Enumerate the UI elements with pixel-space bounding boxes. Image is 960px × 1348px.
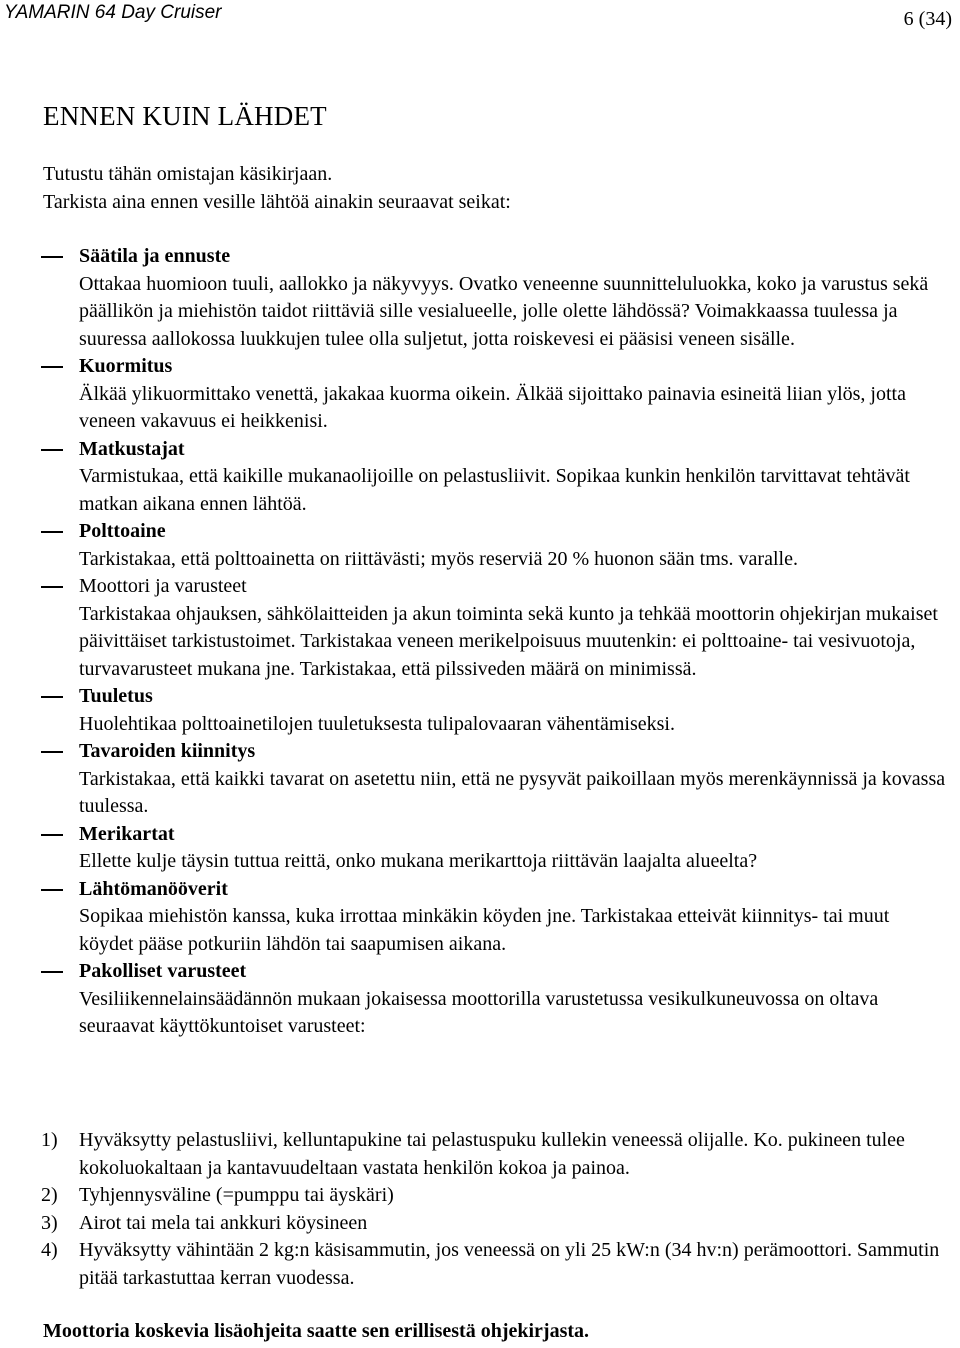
checklist-item	[41, 436, 946, 519]
dash-bullet	[41, 586, 63, 588]
section-body: Huolehtikaa polttoainetilojen tuuletuksesta tulipalovaaran vähentämiseksi.	[79, 712, 675, 735]
section-body: Vesiliikennelainsäädännön mukaan jokaisessa moottorilla varustetussa vesikulkuneuvossa on oltava seuraavat käyttökuntoiset varusteet:	[79, 987, 879, 1037]
section-body: Sopikaa miehistön kanssa, kuka irrottaa minkäkin köyden jne. Tarkistakaa etteivät kiinnitys- tai muut köydet pääse potkuriin lähdön tai saapumisen aikana.	[79, 905, 890, 955]
page-number: 6 (34)	[903, 8, 952, 30]
section-title: Moottori ja varusteet	[79, 575, 247, 597]
list-number: 1)	[41, 1129, 58, 1151]
section-title: Lähtömanööverit	[79, 877, 228, 900]
intro-text	[43, 160, 511, 216]
section-body: Tarkistakaa ohjauksen, sähkölaitteiden ja akun toiminta sekä kunto ja tehkää moottorin ohjekirjan mukaiset päivittäiset tarkistustoimet. Tarkistakaa veneen merikelpoisuus muutenkin: ei polttoaine- tai vesivuotoja, turvavarusteet mukana jne. Tarkistakaa, että pilssiveden määrä on minimissä.	[79, 602, 938, 680]
list-number: 4)	[41, 1239, 58, 1261]
dash-bullet	[41, 366, 63, 368]
checklist-sections	[41, 243, 946, 1041]
list-text: Hyväksytty pelastusliivi, kelluntapukine tai pelastuspuku kullekin veneessä olijalle. Ko. pukineen tulee kokoluokaltaan ja kantavuudeltaan vastata henkilön kokoa ja painoa.	[79, 1129, 905, 1179]
list-item	[41, 1182, 946, 1210]
section-body: Varmistukaa, että kaikille mukanaolijoille on pelastusliivit. Sopikaa kunkin henkilön tarvittavat tehtävät matkan aikana ennen lähtöä.	[79, 465, 910, 515]
list-item	[41, 1127, 946, 1182]
page-title: ENNEN KUIN LÄHDET	[43, 101, 327, 131]
checklist-item	[41, 683, 946, 738]
checklist-item	[41, 573, 946, 683]
dash-bullet	[41, 889, 63, 891]
checklist-item	[41, 518, 946, 573]
intro-line: Tarkista aina ennen vesille lähtöä ainakin seuraavat seikat:	[43, 191, 511, 213]
list-item	[41, 1210, 946, 1238]
dash-bullet	[41, 696, 63, 698]
section-title: Tavaroiden kiinnitys	[79, 740, 256, 762]
checklist-item	[41, 876, 946, 959]
document-title: YAMARIN 64 Day Cruiser	[4, 2, 222, 23]
section-title: Säätila ja ennuste	[79, 245, 231, 267]
section-title: Polttoaine	[79, 520, 166, 542]
dash-bullet	[41, 751, 63, 753]
equipment-list	[41, 1127, 946, 1292]
list-number: 3)	[41, 1211, 58, 1234]
list-text: Hyväksytty vähintään 2 kg:n käsisammutin, jos veneessä on yli 25 kW:n (34 hv:n) perämoottori. Sammutin pitää tarkastuttaa kerran vuodessa.	[79, 1239, 940, 1289]
checklist-item	[41, 738, 946, 821]
dash-bullet	[41, 531, 63, 533]
section-title: Merikartat	[79, 822, 175, 845]
section-title: Kuormitus	[79, 355, 173, 377]
footer-note: Moottoria koskevia lisäohjeita saatte sen erillisestä ohjekirjasta.	[43, 1320, 590, 1342]
checklist-item	[41, 821, 946, 876]
section-body: Tarkistakaa, että polttoainetta on riittävästi; myös reserviä 20 % huonon sään tms. varalle.	[79, 547, 798, 570]
list-number: 2)	[41, 1184, 58, 1206]
section-body: Ottakaa huomioon tuuli, aallokko ja näkyvyys. Ovatko veneenne suunnitteluluokka, koko ja varustus sekä päällikön ja miehistön taidot riittäviä sille vesialueelle, jolle olette lähdössä? Voimakkaassa tuulessa ja suuressa aallokossa luukkujen tulee olla suljetut, jotta roiskevesi ei pääsisi veneen sisälle.	[79, 272, 929, 350]
checklist-item	[41, 353, 946, 436]
list-text: Tyhjennysväline (=pumppu tai äyskäri)	[79, 1184, 394, 1206]
section-title: Matkustajat	[79, 437, 185, 460]
section-body: Tarkistakaa, että kaikki tavarat on asetettu niin, että ne pysyvät paikoillaan myös merenkäynnissä ja kovassa tuulessa.	[79, 767, 946, 817]
dash-bullet	[41, 256, 63, 258]
section-body: Ellette kulje täysin tuttua reittä, onko mukana merikarttoja riittävän laajalta alueelta?	[79, 850, 758, 872]
dash-bullet	[41, 971, 63, 973]
intro-line: Tutustu tähän omistajan käsikirjaan.	[43, 163, 333, 185]
list-item	[41, 1237, 946, 1292]
section-title: Pakolliset varusteet	[79, 960, 247, 982]
checklist-item	[41, 958, 946, 1041]
section-body: Älkää ylikuormittako venettä, jakakaa kuorma oikein. Älkää sijoittako painavia esineitä liian ylös, jotta veneen vakavuus ei heikkenisi.	[79, 382, 906, 432]
checklist-item	[41, 243, 946, 353]
dash-bullet	[41, 449, 63, 451]
section-title: Tuuletus	[79, 685, 153, 707]
dash-bullet	[41, 834, 63, 836]
list-text: Airot tai mela tai ankkuri köysineen	[79, 1211, 368, 1234]
